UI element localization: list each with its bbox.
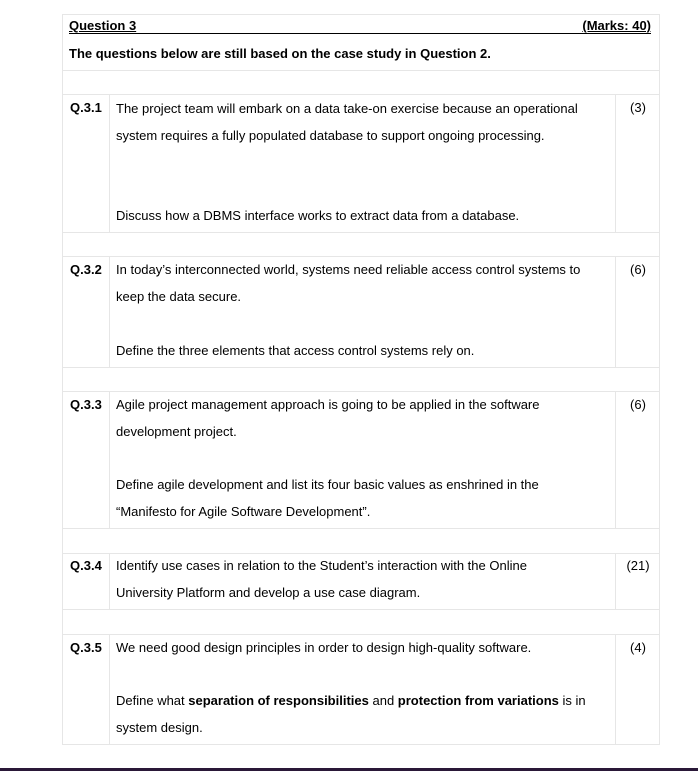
column-divider (109, 553, 110, 609)
question-marks-value: (4) (630, 640, 646, 655)
question-number: Q.3.2 (70, 262, 102, 277)
column-divider (109, 391, 110, 528)
question-task: Discuss how a DBMS interface works to extract data from a database. (116, 208, 520, 223)
table-divider (62, 232, 660, 233)
page-bottom-border (0, 768, 698, 771)
column-divider (109, 94, 110, 232)
question-text-line: University Platform and develop a use case diagram. (116, 585, 421, 600)
question-marks: (Marks: 40) (582, 18, 651, 33)
table-divider (62, 609, 660, 610)
column-divider (109, 634, 110, 745)
question-text-line: Agile project management approach is going to be applied in the software (116, 397, 540, 412)
question-text (116, 634, 604, 661)
question-text (116, 552, 604, 606)
column-divider (109, 256, 110, 367)
question-marks-value: (3) (630, 100, 646, 115)
table-divider (62, 70, 660, 71)
question-text-line: system requires a fully populated database to support ongoing processing. (116, 128, 545, 143)
task-text: and (368, 693, 398, 708)
table-divider (62, 367, 660, 368)
task-emphasis: protection from variations (397, 693, 559, 708)
question-text-line: In today’s interconnected world, systems need reliable access control systems to (116, 262, 581, 277)
intro-text: The questions below are still based on the case study in Question 2. (69, 46, 491, 61)
question-number: Q.3.5 (70, 640, 102, 655)
header-underline (69, 33, 651, 34)
question-number: Q.3.3 (70, 397, 102, 412)
question-task-line (116, 687, 604, 714)
question-text (116, 95, 604, 149)
question-task: Define the three elements that access control systems rely on. (116, 343, 475, 358)
table-divider (62, 528, 660, 529)
question-task (116, 471, 604, 525)
question-text-line: We need good design principles in order to design high-quality software. (116, 640, 532, 655)
question-task-line: Define agile development and list its four basic values as enshrined in the (116, 477, 539, 492)
question-task-line: “Manifesto for Agile Software Development”. (116, 504, 371, 519)
question-text-line: Identify use cases in relation to the Student’s interaction with the Online (116, 558, 527, 573)
task-text: is in (558, 693, 586, 708)
question-text-line: The project team will embark on a data take-on exercise because an operational (116, 101, 578, 116)
question-task (116, 687, 604, 741)
question-title: Question 3 (69, 18, 137, 33)
question-number: Q.3.1 (70, 100, 102, 115)
question-text (116, 256, 604, 310)
question-text-line: keep the data secure. (116, 289, 242, 304)
question-text-line: development project. (116, 424, 237, 439)
task-text: Define what (116, 693, 189, 708)
question-task-line: system design. (116, 720, 203, 735)
question-number: Q.3.4 (70, 558, 102, 573)
task-emphasis: separation of responsibilities (188, 693, 369, 708)
question-marks-value: (21) (626, 558, 650, 573)
question-marks-value: (6) (630, 397, 646, 412)
question-text (116, 391, 604, 445)
question-marks-value: (6) (630, 262, 646, 277)
